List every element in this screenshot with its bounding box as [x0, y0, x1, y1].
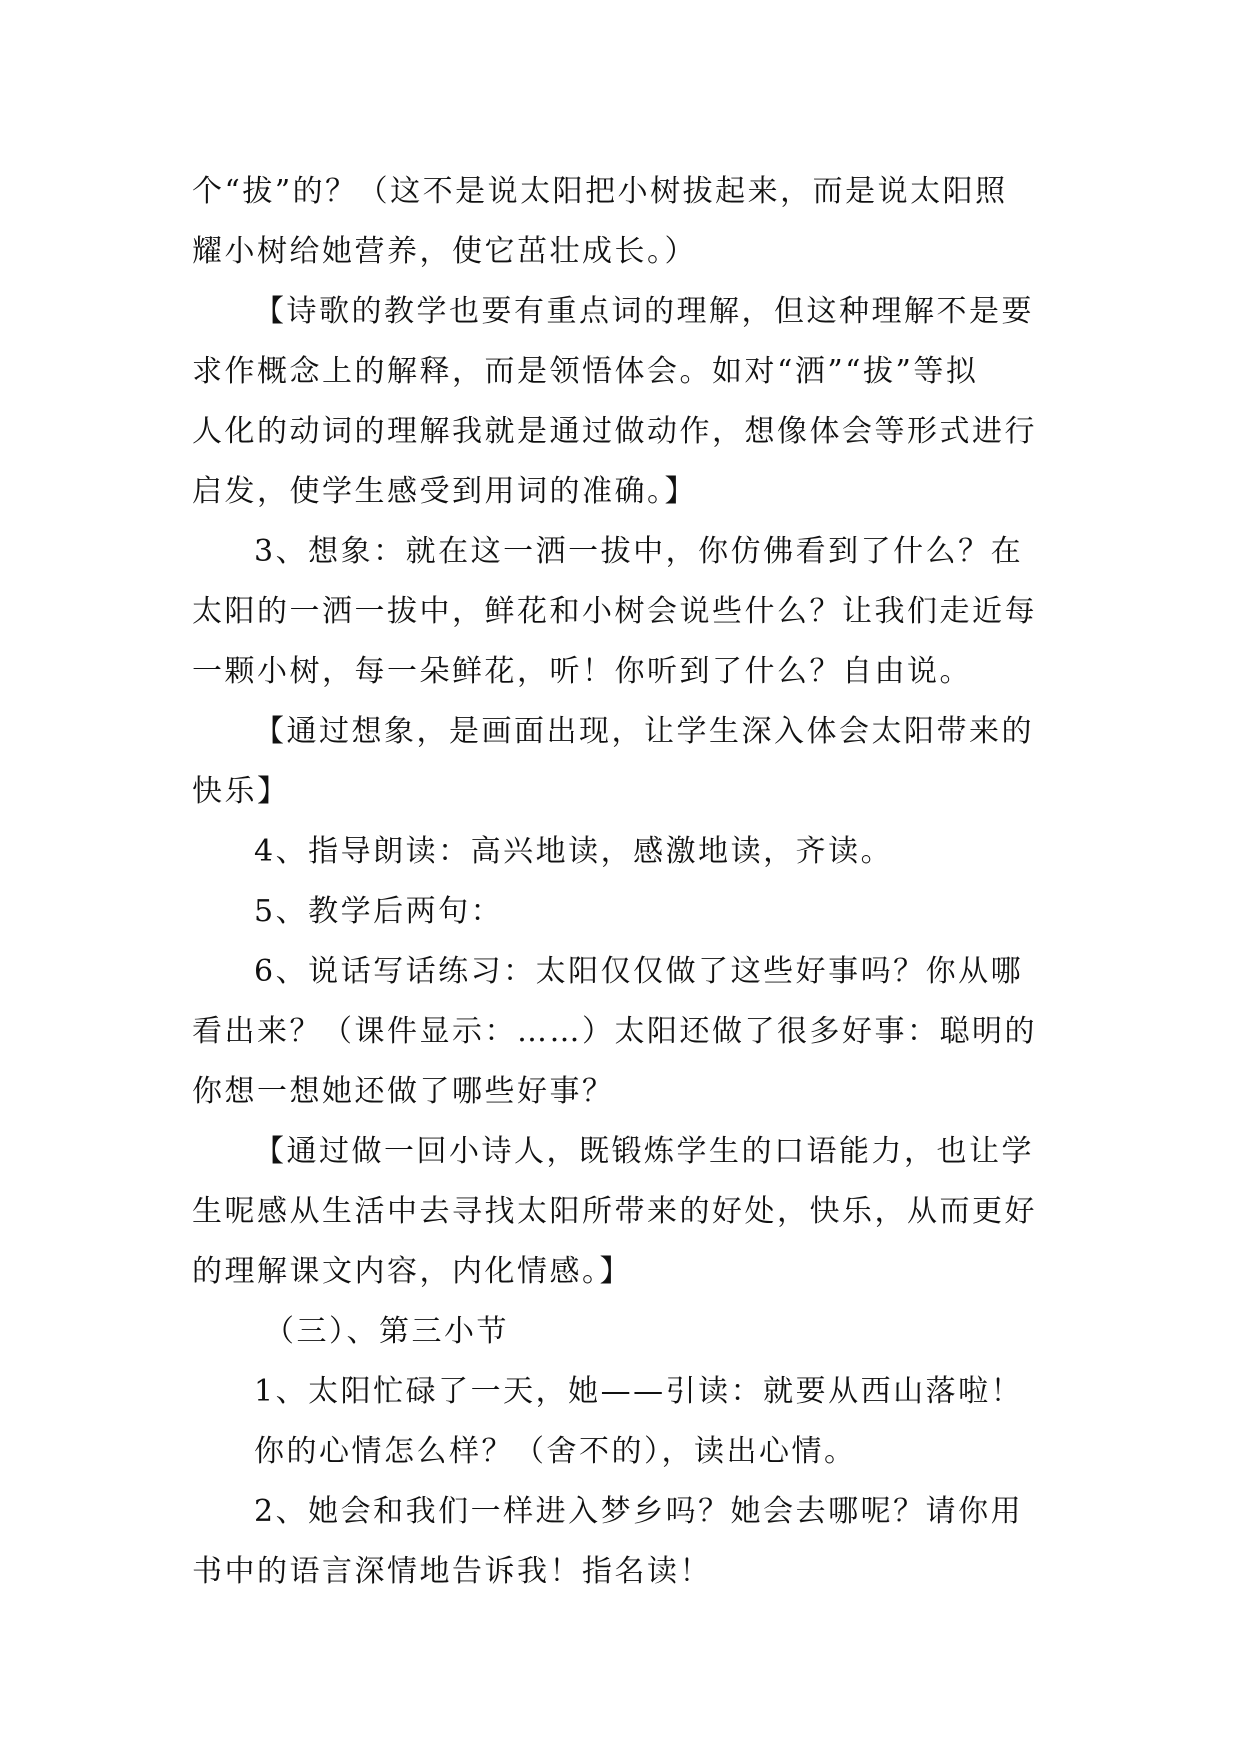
text-line: 【通过做一回小诗人，既锻炼学生的口语能力，也让学: [254, 1134, 1034, 1169]
text-line: 【通过想象，是画面出现，让学生深入体会太阳带来的: [254, 714, 1034, 749]
text-line: 3、想象：就在这一洒一拔中，你仿佛看到了什么？在: [254, 534, 1024, 569]
text-line: 5、教学后两句：: [254, 894, 504, 929]
text-line: 耀小树给她营养，使它茁壮成长。）: [192, 234, 697, 269]
text-line: 快乐】: [192, 774, 290, 809]
text-line: 个“拔”的？（这不是说太阳把小树拔起来，而是说太阳照: [192, 174, 1008, 209]
text-line: 求作概念上的解释，而是领悟体会。如对“洒”“拔”等拟: [192, 354, 979, 389]
text-line: 的理解课文内容，内化情感。】: [192, 1254, 632, 1289]
document-page: [192, 162, 1052, 1602]
text-line: 4、指导朗读：高兴地读，感激地读，齐读。: [254, 834, 894, 869]
text-line: 【诗歌的教学也要有重点词的理解，但这种理解不是要: [254, 294, 1034, 329]
text-line: 你想一想她还做了哪些好事？: [192, 1074, 615, 1109]
text-line: 6、说话写话练习：太阳仅仅做了这些好事吗？你从哪: [254, 954, 1024, 989]
text-line: 1、太阳忙碌了一天，她——引读：就要从西山落啦！: [254, 1374, 1024, 1409]
text-line: 看出来？（课件显示：……）太阳还做了很多好事：聪明的: [192, 1014, 1037, 1049]
text-line: （三）、第三小节: [264, 1314, 509, 1349]
text-line: 生呢感从生活中去寻找太阳所带来的好处，快乐，从而更好: [192, 1194, 1037, 1229]
text-line: 太阳的一洒一拔中，鲜花和小树会说些什么？让我们走近每: [192, 594, 1037, 629]
text-line: 一颗小树，每一朵鲜花，听！你听到了什么？自由说。: [192, 654, 972, 689]
text-line: 书中的语言深情地告诉我！指名读！: [192, 1554, 712, 1589]
text-line: 你的心情怎么样？（舍不的），读出心情。: [254, 1434, 857, 1469]
text-line: 人化的动词的理解我就是通过做动作，想像体会等形式进行: [192, 414, 1037, 449]
text-line: 2、她会和我们一样进入梦乡吗？她会去哪呢？请你用: [254, 1494, 1024, 1529]
text-line: 启发，使学生感受到用词的准确。】: [192, 474, 697, 509]
